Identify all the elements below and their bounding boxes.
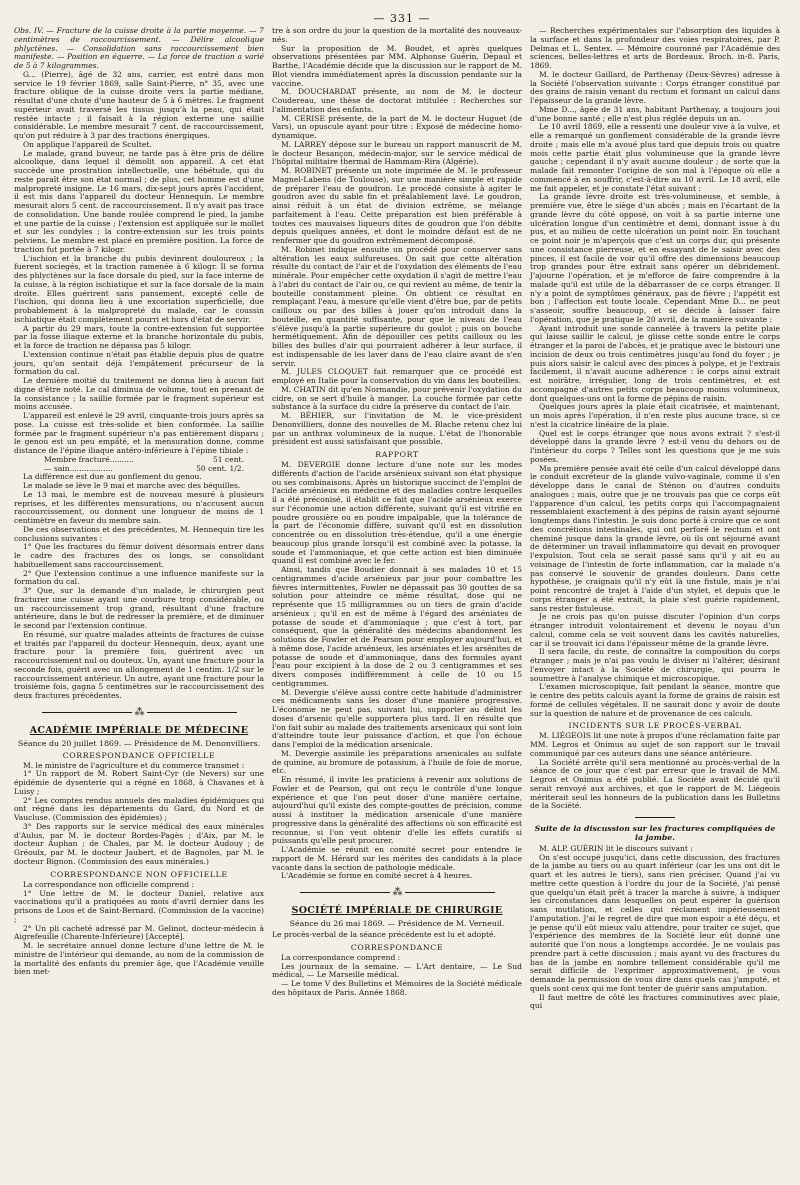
paragraph: La grande lèvre droite est très-volumineuse, et semble, à première vue, être le siège d'un abcès ; mais en l'écartant de la grande lèvre du côté opposé, on voit à sa partie interne une ulcération longue d'un centimètre et demi, donnant issue à du pus, et au milieu de cette ulcération un point noir. En touchant ce point noir je m'aperçois que c'est un corps dur, qui présente une consistance pierreuse, et en essayant de le saisir avec des pinces, il est facile de voir qu'il offre des dimensions beaucoup trop grandes pour être extrait sans opérer un débridement. J'ajourne l'opération, et je m'efforce de faire comprendre à la malade qu'il est utile de la débarrasser de ce corps étranger. Il n'y a point de symptômes généraux, pas de fièvre ; l'appétit est bon ; l'affection est toute locale. Cependant Mme D... ne peut s'asseoir, souffre beaucoup, et se décide à laisser faire l'opération, que je pratique le 20 avril, de la manière suivante : bbox=[530, 192, 780, 324]
paragraph: 2° Les comptes rendus annuels des maladies épidémiques qui ont régné dans les départements du Gard, du Nord et de Vaucluse. (Commission des épidémies) ; bbox=[14, 795, 264, 823]
paragraph: M. LARREY dépose sur le bureau un rapport manuscrit de M. le docteur Besançon, médecin-major, sur le service médical de l'hôpital militaire thermal de Hammam-Rira (Algérie). bbox=[272, 139, 522, 167]
paragraph: En résumé, il invite les praticiens à revenir aux solutions de Fowler et de Pearson, qui ont reçu le contrôle d'une longue expérience et que l'on peut doser d'une manière certaine, aujourd'hui qu'il existe des compte-gouttes de précision, comme aussi à instituer la médication arsenicale d'une manière progressive dans la généralité des affections où son efficacité est reconnue, si l'on veut obtenir d'elle les effets curatifs si puissants qu'elle peut procurer. bbox=[272, 775, 523, 846]
divider bbox=[530, 813, 780, 822]
paragraph: M. le ministre de l'agriculture et du commerce transmet : bbox=[23, 760, 245, 770]
paragraph: Le dernière moitié du traitement ne donna lieu à aucun fait digne d'être noté. Le cal diminua de volume, tout en prenant de la consistance ; la saillie formée par le fragment supérieur est moins accusée. bbox=[14, 376, 264, 412]
academy-heading: ACADÉMIE IMPÉRIALE DE MÉDECINE bbox=[29, 724, 249, 736]
paragraph: Sur la proposition de M. Boudet, et après quelques observations présentées par MM. Alphonse Guérin, Depaul et Barthe, l'Académie décide que la discussion sur le rapport de M. Blot viendra immédiatement après la discussion pendante sur la vaccine. bbox=[272, 43, 522, 88]
paragraph: M. Robinet indique ensuite un procédé pour conserver sans altération les eaux sulfureuses. On sait que cette altération résulte du contact de l'air et de l'oxydation des éléments de l'eau minérale. Pour empêcher cette oxydation il s'agit de mettre l'eau à l'abri du contact de l'air ou, ce qui revient au même, de tenir la bouteille constamment pleine. On obtient ce résultat en remplaçant l'eau, à mesure qu'elle vient d'être bue, par de petits cailloux ou par des billes à jouer qu'on introduit dans la bouteille, en quantité suffisante, pour que le niveau de l'eau s'élève jusqu'à la partie supérieure du goulot ; puis on bouche hermétiquement. Afin de dépouiller ces petits cailloux ou les billes des bulles d'air qui pourraient adhérer à leur surface, il est indispensable de les laver dans de l'eau claire avant de s'en servir. bbox=[272, 244, 522, 368]
column-3 bbox=[530, 27, 780, 1011]
paragraph: L'ischion et la branche du pubis devinrent douloureux ; la fuerent sociegés, et la traction ramenée à 6 kilogr. Il se forma des phlyctènes sur la face dorsale du pied, sur la face interne de la cuisse, à la région ischiatique et sur la face dorsale de la main droite. Elles guérirent sans pansement, excepté celle de l'ischion, qui donna lieu à une excoriation superficielle, due probablement à la malpropreté du malade, car le coussin ischiatique était complètement pourri et hors d'état de servir. bbox=[14, 253, 264, 324]
column-2 bbox=[272, 27, 522, 1011]
paragraph: Il sera facile, du reste, de connaître la composition du corps étranger ; mais je n'ai pas voulu le diviser ni l'altérer, désirant l'envoyer intact à la Société de chirurgie, qui pourra le soumettre à l'analyse chimique et microscopique. bbox=[530, 647, 780, 683]
paragraph: — Recherches expérimentales sur l'absorption des liquides à la surface et dans la profondeur des voies respiratoires, par P. Delmas et L. Sentex. — Mémoire couronné par l'Académie des sciences, belles-lettres et arts de Bordeaux. Broch. in-8. Paris, 1869. bbox=[530, 26, 780, 70]
incidents-heading: INCIDENTS SUR LE PROCÈS-VERBAL bbox=[568, 721, 742, 731]
society-heading: SOCIÉTÉ IMPÉRIALE DE CHIRURGIE bbox=[291, 904, 503, 916]
suite-title: Suite de la discussion sur les fractures compliquées de la jambe. bbox=[534, 823, 776, 842]
corr-non-officielle-heading: CORRESPONDANCE NON OFFICIELLE bbox=[50, 869, 228, 879]
paragraph: En résumé, sur quatre malades atteints de fractures de cuisse et traités par l'appareil du docteur Hennequin, deux, ayant une fracture pour la première fois, guérirent avec un raccourcissement nul ou douteux. Un, ayant une fracture pour la seconde fois, guérit avec un allongement de 1 centim. 1/2 sur le raccourcissement antérieur. Un autre, ayant une fracture pour la troisième fois, gagna 5 centimètres sur le raccourcissement des deux fractures précédentes. bbox=[14, 629, 264, 700]
measurement-label: — sain.................. bbox=[44, 463, 113, 473]
paragraph: 1° Une lettre de M. le docteur Daniel, relative aux vaccinations qu'il a pratiquées au mois d'avril dernier dans les prisons de Loos et de Saint-Bernard. (Commission de la vaccine) ; bbox=[14, 888, 264, 924]
paragraph: Ainsi, tandis que Boudier donnait à ses malades 10 et 15 centigrammes d'acide arsénieux par jour pour combattre les fièvres intermittentes, Fowler ne dépassait pas 30 gouttes de sa solution pour atteindre ce même résultat, dose qui ne représente que 15 milligrammes ou un tiers de grain d'acide arsénieux ; qu'il en est de même à l'égard des arséniates de potasse de soude et d'ammoniaque ; que c'est à tort, par conséquent, que la généralité des médecins abandonnent les solutions de Fowler et de Pearson pour employer aujourd'hui, et à même dose, l'acide arsénieux, les arséniates et les arsénites de potasse de soude et d'ammoniaque, dans des formules ayant l'eau pour excipient à la dose de 2 ou 3 centigrammes et ses divers composés indifféremment à celle de 10 ou 15 centigrammes. bbox=[272, 565, 522, 688]
paragraph: Les journaux de la semaine. — L'Art dentaire, — Le Sud médical, — Le Marseille médical. bbox=[272, 961, 522, 980]
paragraph: Le 13 mai, le membre est de nouveau mesuré à plusieurs reprises, et les différentes mensurations, ou n'accusent aucun raccourcissement, ou donnent une longueur de moins de 1 centimètre en faveur du membre sain. bbox=[14, 489, 264, 525]
measurement-value: 50 cent. 1/2. bbox=[196, 463, 244, 473]
paragraph: La différence est due au gonflement du genou. bbox=[23, 472, 202, 482]
page-number: — 331 — bbox=[373, 12, 431, 25]
ornament-divider: ⁂ bbox=[14, 707, 264, 719]
paragraph: 3° Que, sur la demande d'un malade, le chirurgien peut fracturer une cuisse ayant une courbure trop considérable, ou un raccourcissement trop grand, résultant d'une fracture antérieure, dans le but de redresser la première, et de diminuer le second par l'extension continue. bbox=[14, 586, 264, 630]
paragraph: Ma première pensée avait été celle d'un calcul développé dans le conduit excréteur de la glande vulvo-vaginale, comme il s'en développe dans le canal de Sténon ou d'autres conduits analogues ; mais, outre que je ne trouvais pas que ce corps eût l'apparence d'un calcul, les petits corps qui l'accompagnaient ressemblaient exactement à des pépins de raisin ayant séjourné longtemps dans l'intestin. Je suis donc porté à croire que ce sont des concrétions intestinales, qui ont perforé le rectum et ont cheminé jusque dans la grande lèvre, où ils ont séjourné avant de déterminer un travail inflammatoire qui devait en provoquer l'expulsion. Tout cela se serait passé sans qu'il y ait eu au voisinage de l'intestin de forte inflammation, car la malade n'a pas conservé le souvenir de grandes douleurs. Dans cette hypothèse, je craignais qu'il n'y eût là une fistule, mais je n'ai point rencontré de trajet à l'aide d'un stylet, et depuis que le corps étranger a été extrait, la plaie s'est guérie rapidement, sans rester fistuleuse. bbox=[530, 463, 780, 613]
paragraph: La correspondance comprend : bbox=[281, 952, 401, 962]
paragraph: Quel est le corps étranger que nous avons extrait ? s'est-il développé dans la grande lèvre ? est-il venu du dehors ou de l'intérieur du corps ? Telles sont les questions que je me suis posées. bbox=[530, 428, 780, 464]
corr-officielle-heading: CORRESPONDANCE OFFICIELLE bbox=[62, 750, 216, 760]
paragraph: Je ne crois pas qu'on puisse discuter l'opinion d'un corps étranger introduit volontairement et devenu le noyau d'un calcul, comme cela se voit souvent dans les cavités naturelles, car il se trouvait ici dans l'épaisseur même de la grande lèvre. bbox=[530, 612, 780, 648]
paragraph: La correspondance non officielle comprend : bbox=[23, 879, 194, 889]
paragraph: M. DEVERGIE donne lecture d'une note sur les modes différents d'action de l'acide arsénieux suivant son état physique ou ses combinaisons. Après un historique succinct de l'emploi de l'acide arsénieux en médecine et des maladies contre lesquelles il a été préconisé, il établit ce fait que l'acide arsénieux exerce sur l'économie une action différente, suivant qu'il est vitrifié en poudre grossière ou en poudre impalpable, que la tolérance de la part de l'économie diffère, suivant qu'il est en dissolution concentrée ou en dissolution très-étendue, qu'il a une énergie beaucoup plus grande lorsqu'il est combiné avec la potasse, la soude et l'ammoniaque, et que cette action est bien diminuée quand il est combiné avec le fer. bbox=[272, 460, 522, 566]
society-pv: Le procès-verbal de la séance précédente est lu et adopté. bbox=[272, 929, 496, 939]
paragraph: 3° Des rapports sur le service médical des eaux minérales d'Aulus, par M. le docteur Bordes-Pagès ; d'Aix, par M. le docteur Auphan ; de Chales, par M. le docteur Audouy ; de Gréoulx, par M. le docteur Jaubert, et de Bagnoles, par M. le docteur Bignon. (Commission des eaux minérales.) bbox=[14, 821, 264, 866]
paragraph: On applique l'appareil de Scultet. bbox=[23, 139, 152, 149]
paragraph: 1° Que les fractures du fémur doivent désormais entrer dans le cadre des fractures des os longs, se consolidant habituellement sans raccourcissement. bbox=[14, 542, 264, 569]
paragraph: 2° Un pli cacheté adressé par M. Gelinot, docteur-médecin à Aigrefeuille (Charente-Inférieure) [Accepté]. bbox=[14, 923, 264, 942]
paragraph: La Société arrête qu'il sera mentionné au procès-verbal de la séance de ce jour que c'est par erreur que le travail de MM. Legros et Onimus a été publié. La Société avait décidé qu'il serait renvoyé aux archives, et que le rapport de M. Liégeois mériterait seul les honneurs de la publication dans les Bulletins de la Société. bbox=[530, 757, 780, 811]
paragraph: Mme D..., âgée de 31 ans, habitant Parthenay, a toujours joui d'une bonne santé ; elle n'est plus réglée depuis un an. bbox=[530, 104, 780, 123]
paragraph: Le malade, grand buveur, ne tarde pas à être pris de délire alcoolique, dans lequel il démolit son appareil. A cet état succède une prostration intellectuelle, une hébétude, qui du reste paraît être son état normal ; de plus, cet homme est d'une malpropreté insigne. Le 16 mars, dix-sept jours après l'accident, il est mis dans l'appareil du docteur Hennequin. Le membre mesurait alors 5 cent. de raccourcissement. Il n'y avait pas trace de consolidation. Une bande roulée comprend le pied, la jambe et une partie de la cuisse ; l'extension est appliquée sur le mollet et sur les condyles ; la contre-extension sur les trois points pelviens. Le membre est placé en première position. La force de traction fut portée à 7 kilogr. bbox=[14, 148, 264, 254]
paragraph: M. CERISE présente, de la part de M. le docteur Huguet (de Vars), un opuscule ayant pour titre : Exposé de médecine homo-dynamique. bbox=[272, 113, 522, 140]
paragraph: Il faut mettre de côté les fractures comminutives avec plaie, qui bbox=[530, 992, 780, 1011]
academy-seance: Séance du 20 juillet 1869. — Présidence de M. Denonvilliers. bbox=[17, 738, 261, 748]
paragraph: L'appareil est enlevé le 29 avril, cinquante-trois jours après sa pose. La cuisse est très-solide et bien conformée. La saillie formée par le fragment supérieur n'a pas entièrement disparu ; le genou est un peu empâté, et la mensuration donne, comme distance de l'épine iliaque antéro-inférieure à l'épine tibiale : bbox=[14, 411, 264, 455]
society-seance: Séance du 26 mai 1869. — Présidence de M. Verneuil. bbox=[289, 918, 505, 928]
paragraph: On s'est occupé jusqu'ici, dans cette discussion, des fractures de la jambe au tiers ou au quart inférieur (car les uns ont dit le quart et les autres le tiers), sans rien préciser. Quand j'ai vu mettre cette question à l'ordre du jour de la Société, j'ai pensé que quelqu'un était prêt à tracer la marche à suivre, à indiquer les circonstances dans lesquelles on peut espérer la guérison sans mutilation, et celles qui réclament impérieusement l'amputation. J'ai le regret de dire que mon espoir a été déçu, et je pense qu'il eût mieux valu attendre, pour traiter ce sujet, que l'expérience des membres de la Société leur eût donné une autorité que l'on nous a longtemps accordée. Je ne voulais pas prendre part à cette discussion ; mais ayant vu des fractures du bas de la jambe en nombre tellement considérable qu'il me serait difficile de l'exprimer approximativement, je vous demande la permission de vous dire dans quels cas j'amputé, et quels sont ceux qui me font tenter de guérir sans amputation. bbox=[530, 852, 780, 993]
paragraph: A partir du 29 mars, toute la contre-extension fut supportée par la fosse iliaque externe et la branche horizontale du pubis, et la force de traction ne dépassa pas 5 kilogr. bbox=[14, 323, 264, 350]
paragraph: M. JULES CLOQUET fait remarquer que ce procédé est employé en Italie pour la conservation du vin dans les bouteilles. bbox=[272, 367, 522, 385]
paragraph: M. BÉHIER, sur l'invitation de M. le vice-président Denonvilliers, donne des nouvelles de M. Blache retenu chez lui par un anthrax volumineux de la nuque. L'état de l'honorable président est aussi satisfaisant que possible. bbox=[272, 411, 522, 447]
paragraph: M. LIÉGEOIS lit une note à propos d'une réclamation faite par MM. Legros et Onimus au sujet de son rapport sur le travail communiqué par ces auteurs dans une séance antérieure. bbox=[530, 731, 780, 758]
paragraph: L'examen microscopique, fait pendant la séance, montre que le centre des petits calculs ayant la forme de grains de raisin est formé de cellules végétales. Il ne saurait donc y avoir de doute sur la question de nature et de provenance de ces calculs. bbox=[530, 682, 780, 718]
columns bbox=[14, 27, 790, 1011]
ornament-divider: ⁂ bbox=[272, 887, 522, 899]
paragraph: De ces observations et des précédentes, M. Hennequin tire les conclusions suivantes : bbox=[14, 524, 264, 543]
column-1 bbox=[14, 27, 264, 1011]
paragraph: M. Devergie s'élève aussi contre cette habitude d'administrer ces médicaments sans les doser d'une manière progressive. L'économie ne peut pas, suivant lui, supporter au début les doses d'arsenic qu'elle supportera plus tard. Il en résulte que l'on fait subir au malade des traitements arsenicaux qui sont loin d'atteindre toute leur puissance d'action, et que l'on échoue dans l'emploi de la médication arsenicale. bbox=[272, 687, 522, 750]
paragraph: Quelques jours après la plaie était cicatrisée, et maintenant, un mois après l'opération, il n'en reste plus aucune trace, si ce n'est la cicatrice linéaire de la plaie. bbox=[530, 402, 780, 429]
paragraph: Ayant introduit une sonde cannelée à travers la petite plaie qui laisse saillir le calcul, je glisse cette sonde entre le corps étranger et la paroi de l'abcès, et je pratique avec le bistouri une incision de deux ou trois centimètres jusqu'au fond du foyer ; je puis alors saisir le calcul avec des pinces à polype, et je l'extrais facilement, il n'avait aucune adhérence : le corps ainsi extrait est noirâtre, irrégulier, long de trois centimètres, et est accompagné d'autres petits corps beaucoup moins volumineux, dont quelques-uns ont la forme de pépins de raisin. bbox=[530, 323, 780, 403]
paragraph: — Le tome V des Bulletins et Mémoires de la Société médicale des hôpitaux de Paris. Année 1868. bbox=[272, 979, 522, 997]
paragraph: M. ROBINET présente un note imprimée de M. le professeur Magnel-Labens (de Toulouse), sur une manière simple et rapide de préparer l'eau de goudron. Le procédé consiste à agiter le goudron avec du sable fin et préalablement lavé. Le goudron, ainsi réduit à un état de division extrême, se mélange parfaitement à l'eau. Cette préparation est bien préférable à toutes ces mauvaises liqueurs dites de goudron que l'on débite depuis quelques années, et dont le moindre défaut est de ne renfermer que du goudron extrêmement décomposé. bbox=[272, 166, 522, 245]
measurement-value: 51 cent. bbox=[213, 454, 244, 464]
paragraph: M. le secrétaire annuel donne lecture d'une lettre de M. le ministre de l'intérieur qui demande, au nom de la commission de la mortalité des enfants du premier âge, que l'Académie veuille bien met- bbox=[14, 941, 264, 977]
paragraph: M. Devergie assimile les préparations arsenicales au sulfate de quinine, au bromure de potassium, à l'huile de foie de morue, etc. bbox=[272, 748, 522, 776]
paragraph: M. CHATIN dit qu'en Normandie, pour prévenir l'oxydation du cidre, on se sert d'huile à manger. La couche formée par cette substance à la surface du cidre la préserve du contact de l'air. bbox=[272, 384, 522, 412]
paragraph: M. DOUCHARDAT présente, au nom de M. le docteur Coudereau, une thèse de doctorat intitulée : Recherches sur l'alimentation des enfants. bbox=[272, 87, 522, 114]
paragraph: 1° Un rapport de M. Robert Saint-Cyr (de Nevers) sur une épidémie de dysenterie qui a régné en 1868, à Chavanes et à Luisy ; bbox=[14, 769, 264, 796]
paragraph: 2° Que l'extension continue a une influence manifeste sur la formation du cal. bbox=[14, 568, 264, 587]
paragraph: L'Académie se réunit en comité secret pour entendre le rapport de M. Hérard sur les mérites des candidats à la place vacante dans la section de pathologie médicale. bbox=[272, 845, 522, 872]
measurement-label: Membre fracturé.......... bbox=[44, 454, 134, 464]
paragraph: Le malade se lève le 9 mai et marche avec des béquilles. bbox=[23, 481, 241, 490]
paragraph: M. le docteur Gaillard, de Parthenay (Deux-Sèvres) adresse à la Société l'observation suivante : Corps étranger constitué par des grains de raisin venant du rectum et formant un calcul dans l'épaisseur de la grande lèvre. bbox=[530, 69, 780, 105]
rapport-heading: RAPPORT bbox=[375, 450, 419, 459]
obs4-title: Obs. IV. — Fracture de la cuisse droite à la partie moyenne. — 7 centimètres de raccourcissement. — Délire alcoolique phlyctènes. — Consolidation sans raccourcissement bien manifeste. — Position en équerre. — La force de traction a varié de 5 à 7 kilogrammes. bbox=[14, 26, 264, 70]
paragraph: M. ALP. GUÉRIN lit le discours suivant : bbox=[539, 843, 693, 853]
paragraph: G... (Pierre), âgé de 32 ans, carrier, est entré dans mon service le 19 février 1869, salle Saint-Pierre, n° 35, avec une fracture oblique de la cuisse droite vers la partie médiane, résultat d'une chute d'une hauteur de 5 à 6 mètres. Le fragment supérieur avait traversé les tissus jusqu'à la peau, qui était restée intacte ; il faisait à la région externe une saillie considérable. Le membre mesurait 7 cent. de raccourcissement, qu'on put réduire à 3 par des tractions énergiques. bbox=[14, 69, 264, 140]
paragraph: L'extension continue n'était pas établie depuis plus de quatre jours, qu'on sentait déjà l'empâtement précurseur de la formation du cal. bbox=[14, 349, 264, 377]
paragraph: Le 10 avril 1869, elle a ressenti une douleur vive à la vulve, et elle a remarqué un gonflement considérable de la grande lèvre droite ; mais elle m'a avoué plus tard que depuis trois ou quatre mois cette partie était plus volumineuse que la grande lèvre gauche ; cependant il n'y avait aucune douleur ; de sorte que la malade fait remonter l'origine de son mal à l'époque où elle a commencé à en souffrir, c'est-à-dire au 10 avril. Le 18 avril, elle me fait appeler, et je constate l'état suivant : bbox=[530, 122, 780, 193]
paragraph: L'Académie se forme en comité secret à 4 heures. bbox=[281, 871, 473, 881]
paragraph: tre à son ordre du jour la question de la mortalité des nouveaux-nés. bbox=[272, 26, 522, 44]
correspondance-heading: CORRESPONDANCE bbox=[350, 942, 444, 952]
